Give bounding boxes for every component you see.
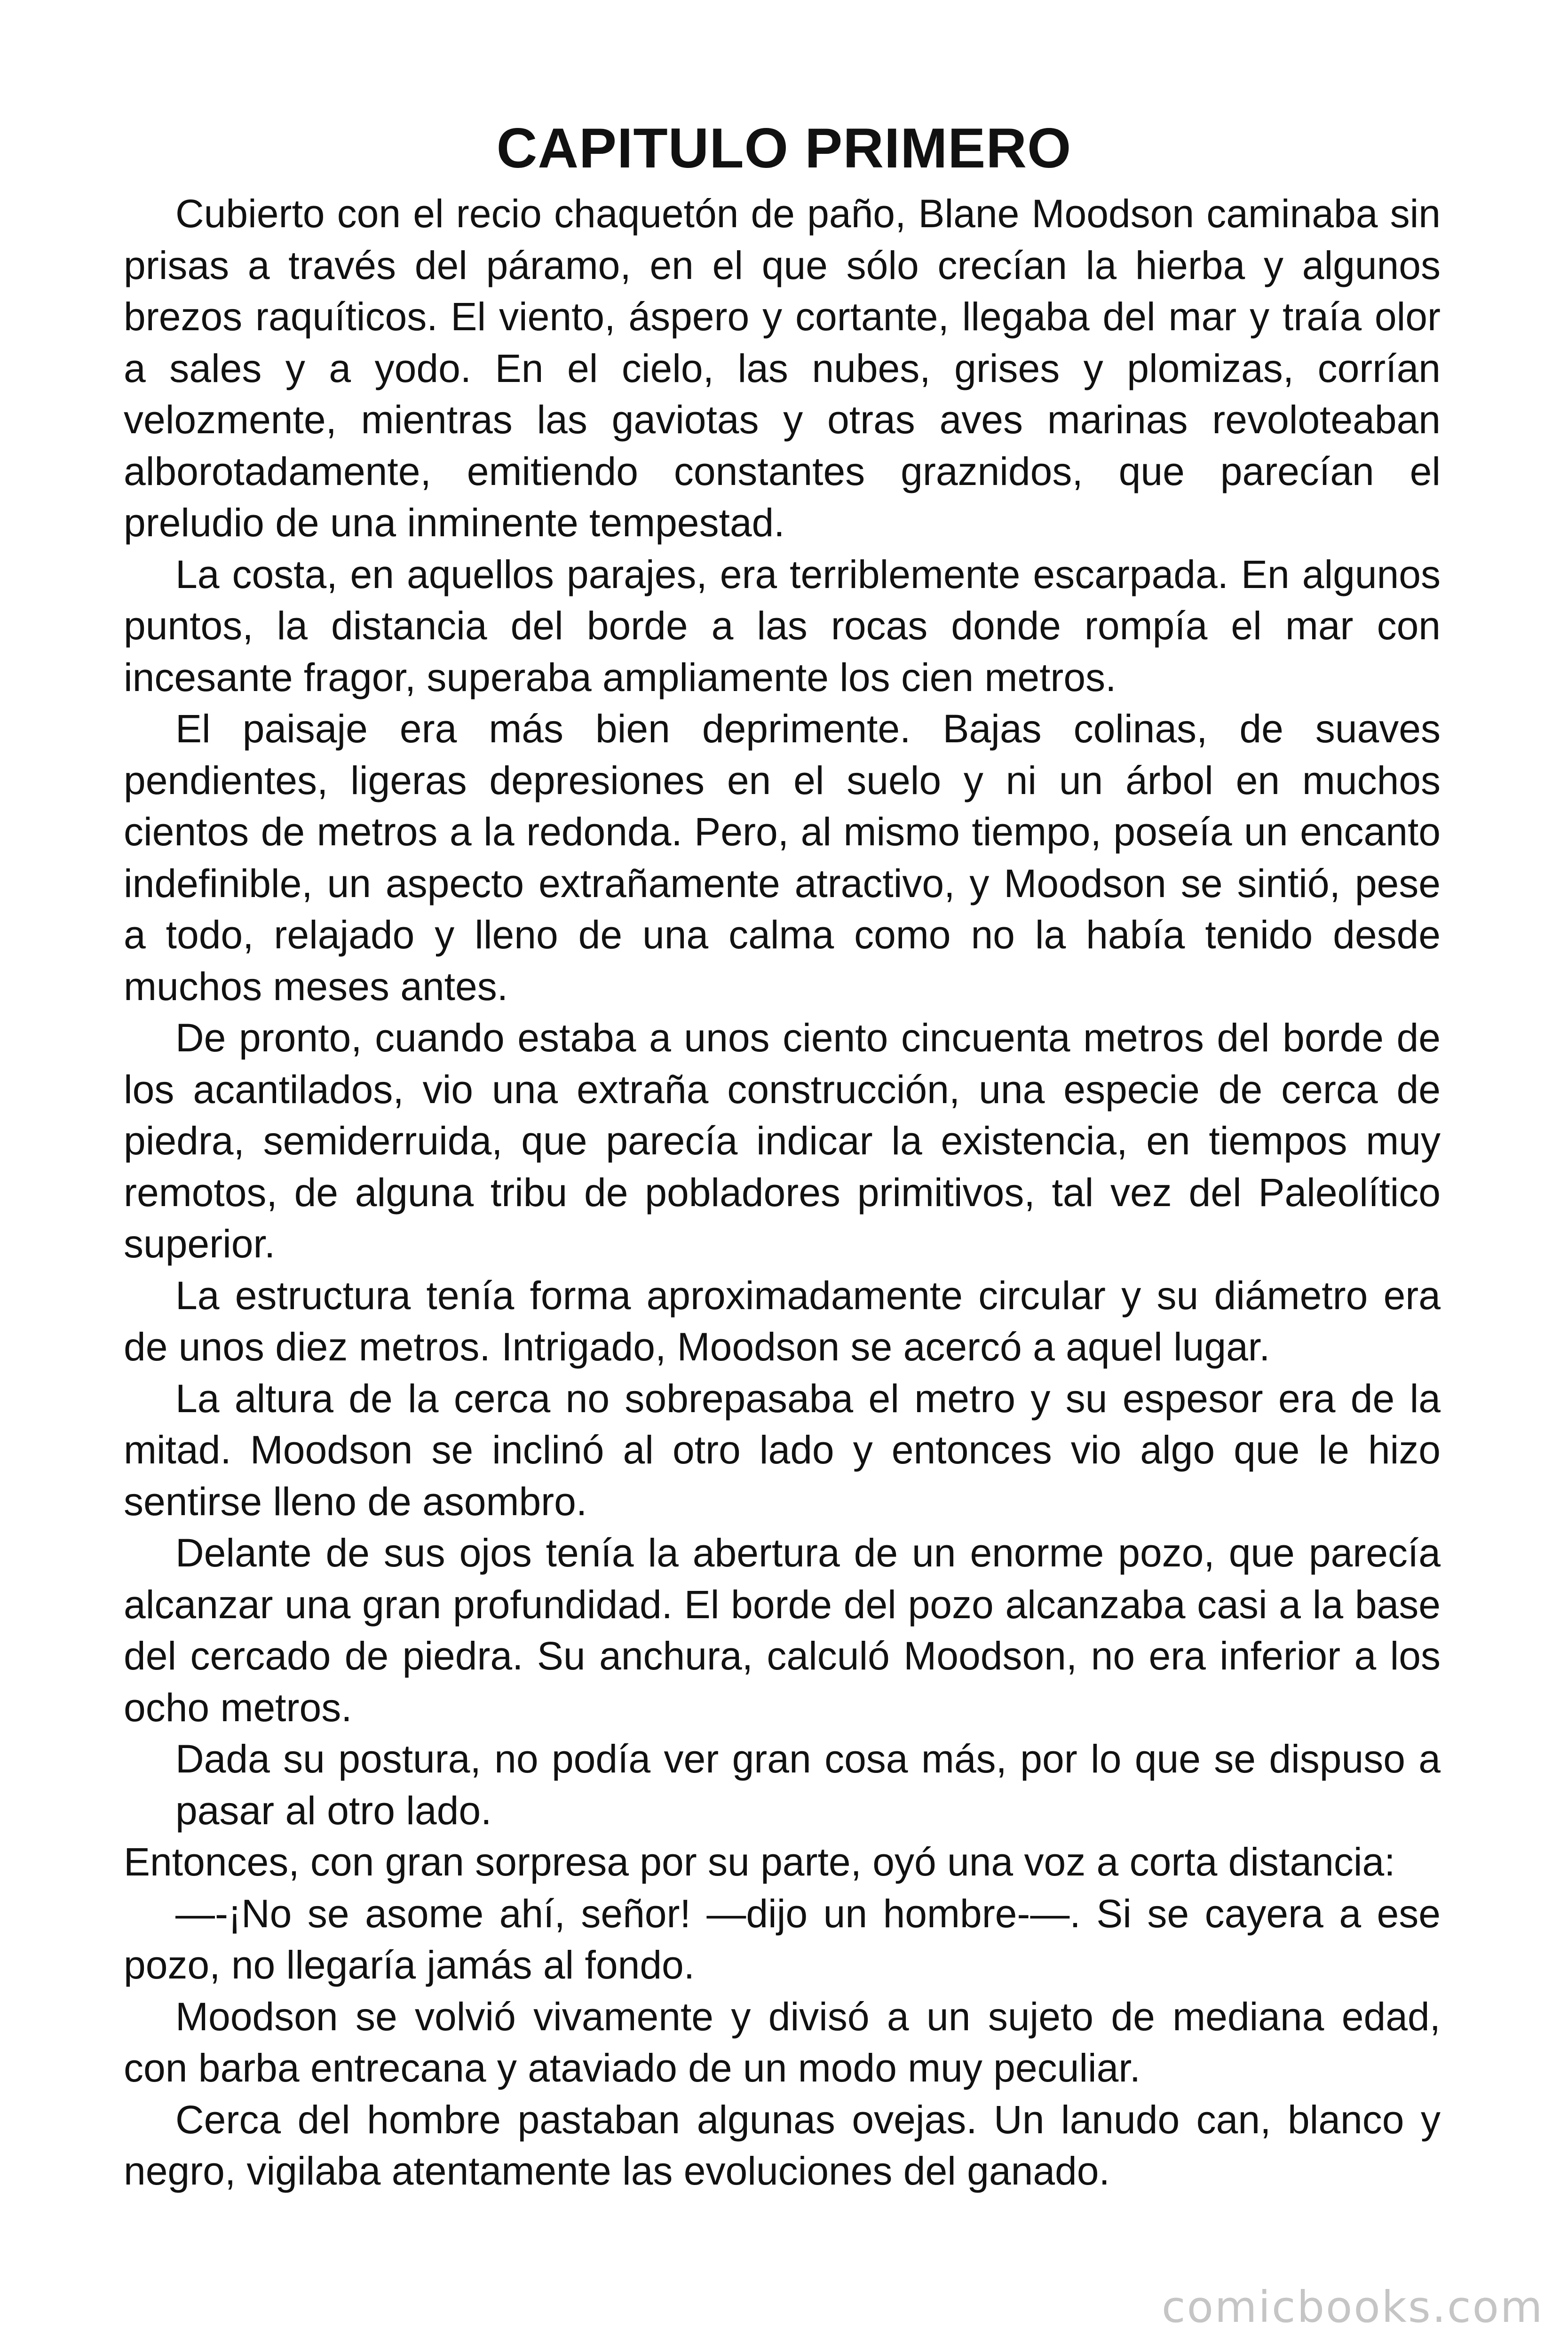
paragraph: La costa, en aquellos parajes, era terriblemente escarpada. En algunos puntos, la distancia del borde a las rocas donde rompía el mar con incesante fragor, superaba ampliamente los cien metros. (124, 552, 1441, 699)
paragraph: La estructura tenía forma aproximadamente circular y su diámetro era de unos diez metros. Intrigado, Moodson se acercó a aquel lugar. (124, 1273, 1441, 1369)
paragraph: Cubierto con el recio chaquetón de paño, Blane Moodson caminaba sin prisas a través del páramo, en el que sólo crecían la hierba y algunos brezos raquíticos. El viento, áspero y cortante, llegaba del mar y traía olor a sales y a yodo. En el cielo, las nubes, grises y plomizas, corrían velozmente, mientras las gaviotas y otras aves marinas revoloteaban alborotadamente, emitiendo constantes graznidos, que parecían el preludio de una inminente tempestad. (124, 191, 1441, 545)
paragraph: Cerca del hombre pastaban algunas ovejas. Un lanudo can, blanco y negro, vigilaba atentamente las evoluciones del ganado. (124, 2097, 1441, 2193)
paragraph: Moodson se volvió vivamente y divisó a un sujeto de mediana edad, con barba entrecana y ataviado de un modo muy peculiar. (124, 1994, 1441, 2090)
chapter-title: CAPITULO PRIMERO (496, 117, 1072, 180)
paragraph: Delante de sus ojos tenía la abertura de un enorme pozo, que parecía alcanzar una gran profundidad. El borde del pozo alcanzaba casi a la base del cercado de piedra. Su anchura, calculó Moodson, no era inferior a los ocho metros. (124, 1531, 1441, 1730)
paragraph: El paisaje era más bien deprimente. Bajas colinas, de suaves pendientes, ligeras depresiones en el suelo y ni un árbol en muchos cientos de metros a la redonda. Pero, al mismo tiempo, poseía un encanto indefinible, un aspecto extrañamente atractivo, y Moodson se sintió, pese a todo, relajado y lleno de una calma como no la había tenido desde muchos meses antes. (124, 707, 1441, 1009)
paragraph: La altura de la cerca no sobrepasaba el metro y su espesor era de la mitad. Moodson se inclinó al otro lado y entonces vio algo que le hizo sentirse lleno de asombro. (124, 1376, 1441, 1524)
paragraph: De pronto, cuando estaba a unos ciento cincuenta metros del borde de los acantilados, vio una extraña construcción, una especie de cerca de piedra, semiderruida, que parecía indicar la existencia, en tiempos muy remotos, de alguna tribu de pobladores primitivos, tal vez del Paleolítico superior. (124, 1016, 1441, 1266)
paragraph: Dada su postura, no podía ver gran cosa más, por lo que se dispuso a pasar al otro lado. (175, 1737, 1441, 1833)
paragraph: Entonces, con gran sorpresa por su parte, oyó una voz a corta distancia: (124, 1840, 1395, 1884)
chapter-body (124, 188, 1441, 2197)
paragraph: —-¡No se asome ahí, señor! —dijo un hombre-—. Si se cayera a ese pozo, no llegaría jamás al fondo. (124, 1891, 1441, 1987)
watermark: comicbooks.com (1162, 2282, 1544, 2332)
